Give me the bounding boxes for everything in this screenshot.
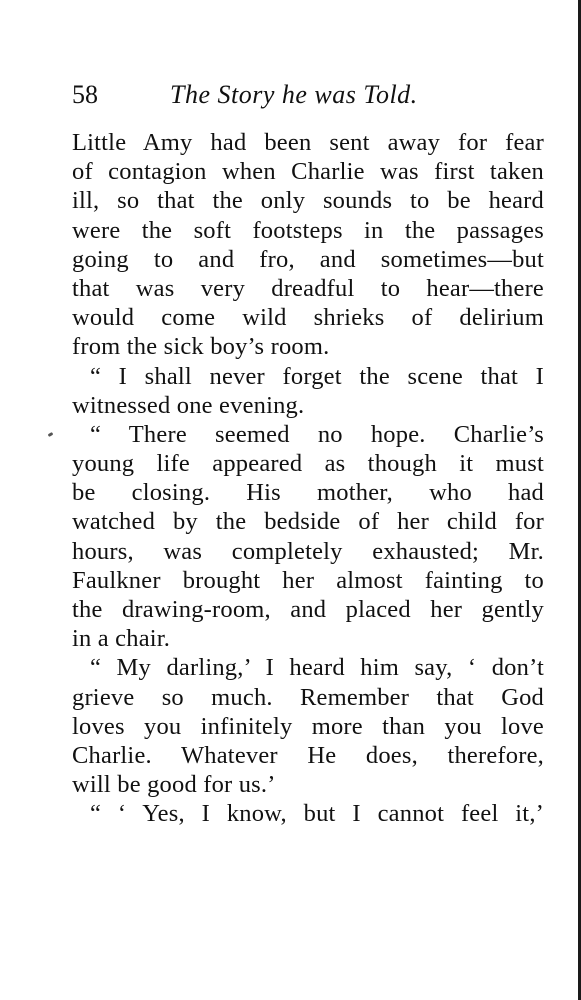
text-line: would come wild shrieks of delirium	[72, 304, 544, 332]
running-title: The Story he was Told.	[170, 80, 418, 109]
text-line: “ My darling,’ I heard him say, ‘ don’t	[90, 654, 544, 682]
text-line: Faulkner brought her almost fainting to	[72, 566, 544, 594]
text-line: Little Amy had been sent away for fear	[72, 129, 544, 156]
text-line: from the sick boy’s room.	[72, 333, 330, 361]
text-line: will be good for us.’	[72, 771, 276, 799]
paper-speck	[48, 432, 54, 437]
text-line: going to and fro, and sometimes—but	[72, 245, 544, 273]
text-line: “ ‘ Yes, I know, but I cannot feel it,’	[90, 800, 544, 828]
text-line: in a chair.	[72, 625, 171, 653]
text-line: loves you infinitely more than you love	[72, 712, 544, 740]
text-line: young life appeared as though it must	[72, 450, 544, 478]
text-line: that was very dreadful to hear—there	[72, 274, 544, 302]
text-line: be closing. His mother, who had	[72, 479, 544, 507]
text-line: Charlie. Whatever He does, therefore,	[72, 741, 544, 769]
body-text	[72, 128, 544, 829]
text-line: of contagion when Charlie was first taken	[72, 158, 544, 186]
text-line: were the soft footsteps in the passages	[72, 216, 544, 244]
text-line: grieve so much. Remember that God	[72, 683, 544, 711]
text-line: “ There seemed no hope. Charlie’s	[90, 420, 544, 448]
text-line: hours, was completely exhausted; Mr.	[72, 537, 544, 565]
text-line: ill, so that the only sounds to be heard	[72, 187, 544, 215]
text-line: watched by the bedside of her child for	[72, 508, 544, 536]
text-line: “ I shall never forget the scene that I	[90, 362, 544, 390]
text-line: witnessed one evening.	[72, 391, 305, 419]
text-line: the drawing-room, and placed her gently	[72, 596, 544, 623]
page-number: 58	[72, 80, 98, 109]
page-header	[72, 80, 542, 114]
